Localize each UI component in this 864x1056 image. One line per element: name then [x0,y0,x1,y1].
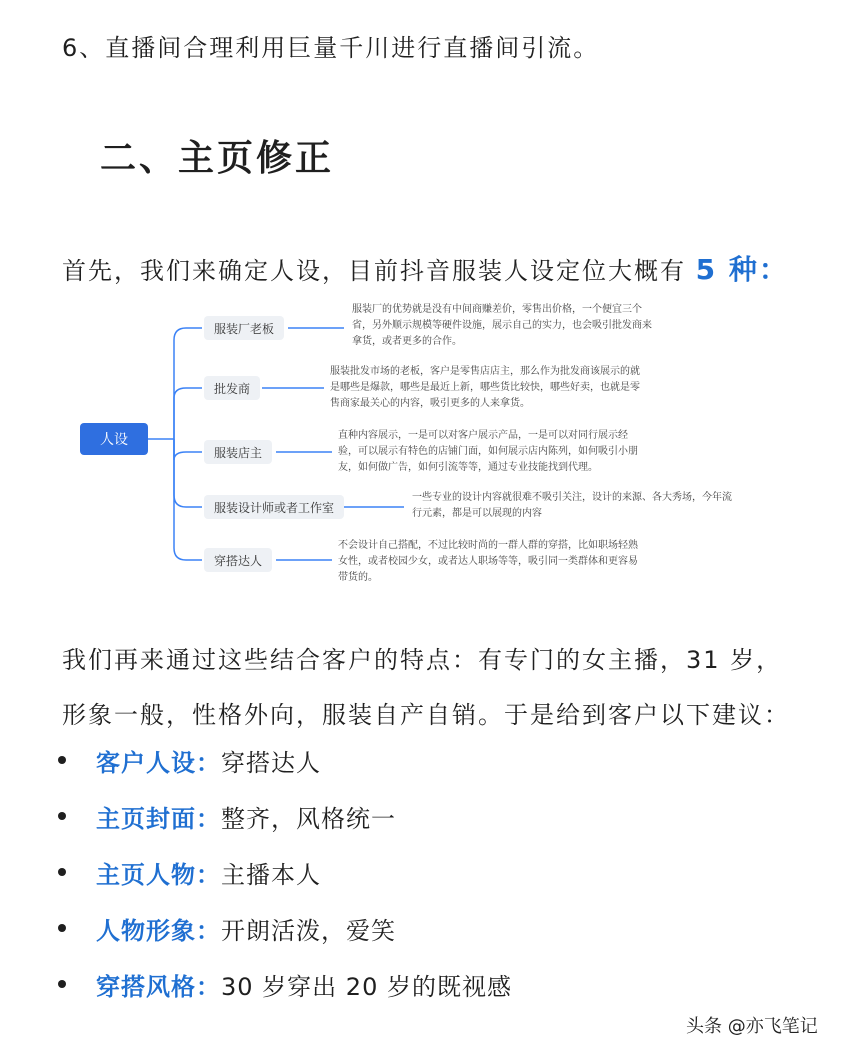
mindmap-node-store-owner: 服装店主 [204,440,272,464]
bullet-label: 穿搭风格： [96,972,221,1001]
connector-node-1 [174,328,202,439]
mindmap-desc-5: 不会设计自己搭配，不过比较时尚的一群人群的穿搭，比如职场轻熟女性，或者校园少女，或者达人职场等等，吸引同一类群体和更容易带货的。 [338,540,638,583]
bullet-value: 开朗活泼，爱笑 [221,916,396,945]
bullet-icon [58,756,66,764]
mindmap-desc-2: 服装批发市场的老板，客户是零售店店主，那么作为批发商该展示的就是哪些是爆款，哪些是最近上新，哪些货比较快，哪些好卖，也就是零售商家最关心的内容，吸引更多的人来拿货。 [330,366,640,409]
mindmap-desc-3: 直种内容展示，一是可以对客户展示产品，一是可以对同行展示经验，可以展示有特色的店铺门面，如何展示店内陈列，如何吸引小朋友，如何做广告，如何引流等等，通过专业技能找到代理。 [338,430,638,473]
bullet-icon [58,812,66,820]
bullet-label: 人物形象： [96,916,221,945]
mindmap-node-designer: 服装设计师或者工作室 [204,495,344,519]
mindmap-desc-4: 一些专业的设计内容就很难不吸引关注，设计的来源、各大秀场，今年流行元素，都是可以展现的内容 [412,492,732,519]
mindmap-desc-1: 服装厂的优势就是没有中间商赚差价，零售出价格，一个便宜三个省，另外顺示规模等硬件设施，展示自己的实力，也会吸引批发商来拿货，或者更多的合作。 [352,304,652,347]
connector-node-2 [174,388,202,439]
client-paragraph-2: 形象一般，性格外向，服装自产自销。于是给到客户以下建议： [62,701,790,729]
connector-node-5 [174,439,202,560]
mindmap-node-factory-owner: 服装厂老板 [204,316,284,340]
persona-mindmap [62,290,742,600]
section-heading: 二、主页修正 [100,138,335,179]
list-item-6: 6、直播间合理利用巨量千川进行直播间引流。 [62,34,600,62]
connector-node-4 [174,439,202,507]
bullet-icon [58,980,66,988]
bullet-value: 整齐，风格统一 [221,804,396,833]
mindmap-node-outfit-influencer: 穿搭达人 [204,548,272,572]
intro-prefix: 首先，我们来确定人设，目前抖音服装人设定位大概有 [62,257,686,285]
bullet-value: 主播本人 [221,860,321,889]
bullet-label: 主页人物： [96,860,221,889]
client-paragraph-1: 我们再来通过这些结合客户的特点：有专门的女主播，31 岁， [62,646,783,674]
list-item [58,852,321,892]
bullet-icon [58,868,66,876]
list-item [58,796,396,836]
bullet-label: 主页封面： [96,804,221,833]
bullet-value: 穿搭达人 [221,748,321,777]
list-item [58,740,321,780]
mindmap-node-wholesaler: 批发商 [204,376,260,400]
list-item [58,908,396,948]
intro-suffix: ： [758,253,789,286]
list-item [58,964,512,1004]
connector-node-3 [174,439,202,460]
watermark: 头条 @亦飞笔记 [686,1016,818,1037]
intro-count: 5 种 [695,253,759,286]
bullet-label: 客户人设： [96,748,221,777]
bullet-icon [58,924,66,932]
bullet-value: 30 岁穿出 20 岁的既视感 [221,972,512,1001]
mindmap-root: 人设 [80,423,148,455]
intro-paragraph [62,248,789,288]
